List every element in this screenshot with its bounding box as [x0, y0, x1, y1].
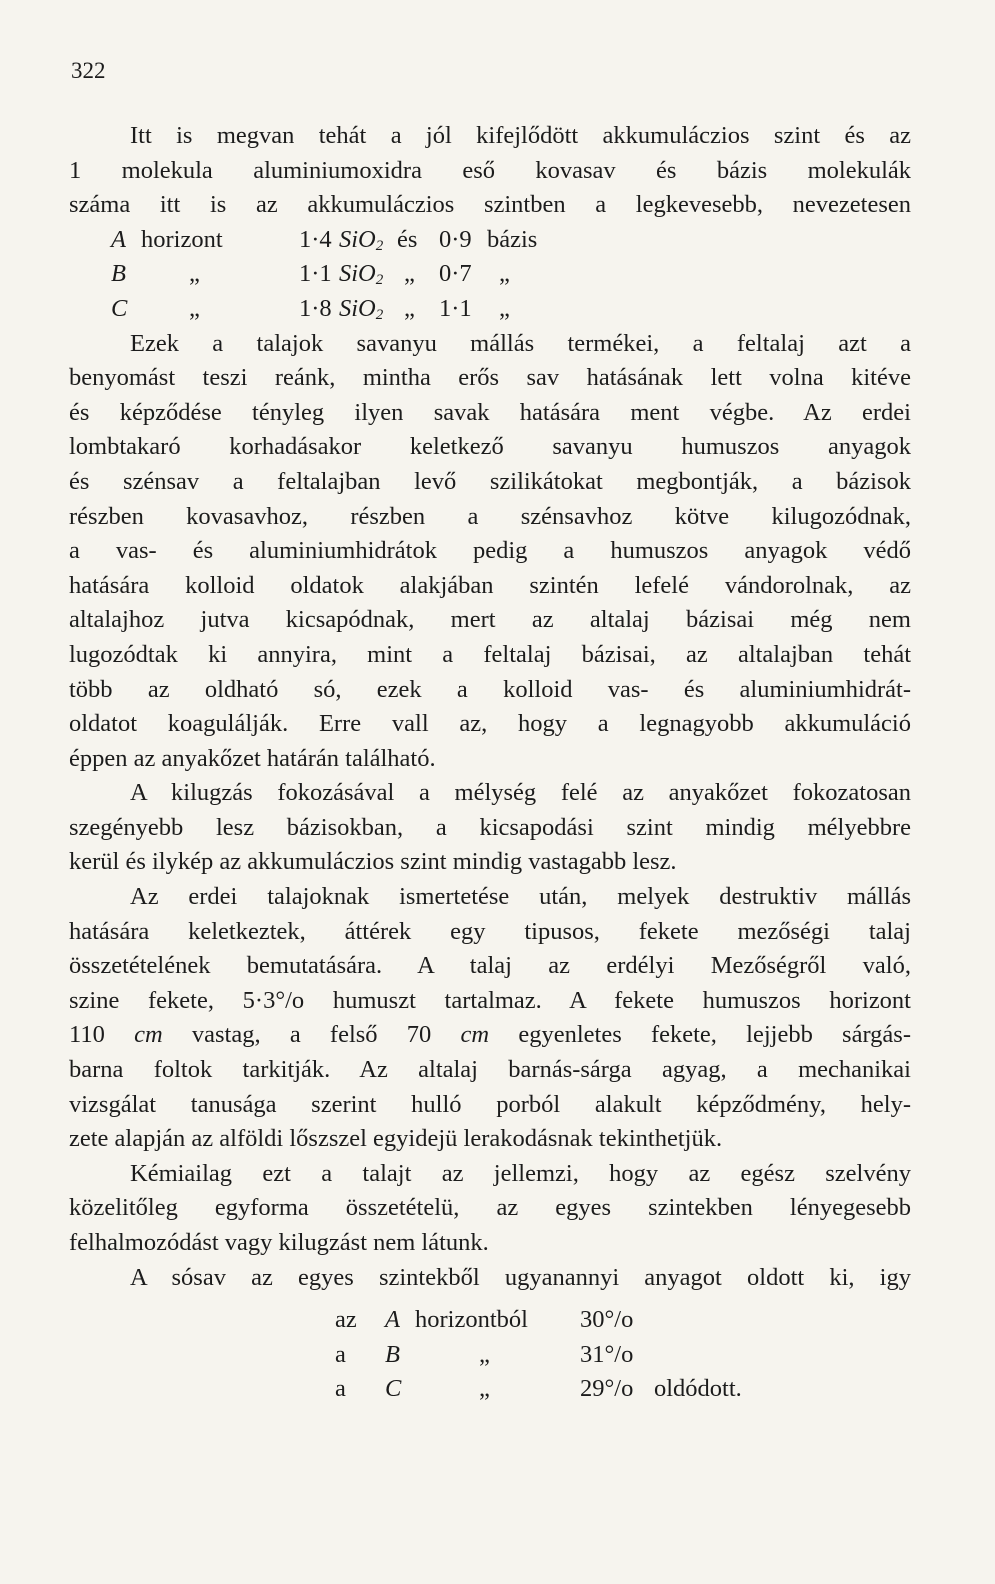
text-line: Ezek a talajok savanyu mállás termékei, a feltalaj azt a — [130, 329, 911, 357]
horizon-row-b — [69, 257, 911, 292]
hcl-row-a — [69, 1303, 911, 1338]
article: a — [335, 1375, 346, 1403]
horizon-word: horizontból — [415, 1306, 528, 1334]
text-line: Az erdei talajoknak ismertetése után, melyek destruktiv mállás — [130, 883, 911, 911]
text-line: szegényebb lesz bázisokban, a kicsapodási szint mindig mélyebbre — [69, 813, 911, 841]
article: az — [335, 1306, 357, 1334]
paragraph-6 — [69, 1261, 911, 1296]
text-line: összetételének bemutatására. A talaj az erdélyi Mezőségről való, — [69, 952, 911, 980]
ditto-mark: „ — [404, 294, 415, 322]
text-line: Itt is megvan tehát a jól kifejlődött akkumuláczios szint és az — [130, 122, 911, 149]
horizon-row-c — [69, 292, 911, 327]
sio2-value: 1·8 — [299, 294, 332, 322]
sio2-value: 1·1 — [299, 260, 332, 288]
row-tail: oldódott. — [654, 1375, 742, 1403]
text-line: lombtakaró korhadásakor keletkező savanyu humuszos anyagok — [69, 433, 911, 461]
horizon-label: B — [111, 260, 126, 288]
text-line: vizsgálat tanusága szerint hulló porból alakult képződmény, hely- — [69, 1090, 911, 1118]
text-line: barna foltok tarkitják. Az altalaj barnás-sárga agyag, a mechanikai — [69, 1056, 911, 1084]
paragraph-2 — [69, 327, 911, 777]
text-line: A kilugzás fokozásával a mélység felé az anyakőzet fokozatosan — [130, 779, 911, 807]
text-line: benyomást teszi reánk, mintha erős sav hatásának lett volna kitéve — [69, 364, 911, 392]
hcl-row-b — [69, 1338, 911, 1373]
horizon-label: B — [385, 1340, 400, 1368]
text-line: a vas- és aluminiumhidrátok pedig a humuszos anyagok védő — [69, 537, 911, 565]
text-line: lugozódtak ki annyira, mint a feltalaj bázisai, az altalajban tehát — [69, 640, 911, 668]
conjunction: és — [397, 225, 418, 253]
text-line: hatására kolloid oldatok alakjában szintén lefelé vándorolnak, az — [69, 571, 911, 599]
hcl-row-c — [69, 1372, 911, 1407]
horizon-label: C — [385, 1375, 402, 1403]
sio2-formula: SiO$_2$ — [339, 260, 384, 289]
horizon-word: horizont — [141, 225, 223, 253]
text-line: kerül és ilykép az akkumuláczios szint mindig vastagabb lesz. — [69, 848, 677, 876]
horizon-label: C — [111, 294, 128, 322]
text-line: 1 molekula aluminiumoxidra eső kovasav és bázis molekulák — [69, 156, 911, 184]
sio2-formula: SiO$_2$ — [339, 294, 384, 323]
horizon-label: A — [111, 225, 126, 253]
text-line: altalajhoz jutva kicsapódnak, mert az altalaj bázisai még nem — [69, 606, 911, 634]
text-line: részben kovasavhoz, részben a szénsavhoz kötve kilugozódnak, — [69, 502, 911, 530]
base-value: 1·1 — [439, 294, 472, 322]
ditto-mark: „ — [499, 260, 510, 288]
ditto-mark: „ — [479, 1375, 490, 1403]
base-value: 0·7 — [439, 260, 472, 288]
sio2-value: 1·4 — [299, 225, 332, 253]
text-line: száma itt is az akkumuláczios szintben a legkevesebb, nevezetesen — [69, 191, 911, 219]
text-line-mixed: 110 cm vastag, a felső 70 cm egyenletes fekete, lejjebb sárgás- — [69, 1021, 911, 1049]
text-line: közelitőleg egyforma összetételü, az egyes szintekben lényegesebb — [69, 1194, 911, 1222]
sio2-formula: SiO$_2$ — [339, 225, 384, 254]
text-line: Kémiailag ezt a talajt az jellemzi, hogy az egész szelvény — [130, 1159, 911, 1187]
horizon-table — [69, 223, 911, 327]
paragraph-5 — [69, 1157, 911, 1261]
text-line: és szénsav a feltalajban levő szilikátokat megbontják, a bázisok — [69, 467, 911, 495]
text-line: több az oldható só, ezek a kolloid vas- és aluminiumhidrát- — [69, 675, 911, 703]
page-body — [69, 119, 911, 1407]
horizon-label: A — [385, 1306, 400, 1334]
paragraph-4 — [69, 880, 911, 1157]
text-line: hatására keletkeztek, áttérek egy tipusos, fekete mezőségi talaj — [69, 917, 911, 945]
ditto-mark: „ — [479, 1340, 490, 1368]
base-value: 0·9 — [439, 225, 472, 253]
hcl-table — [69, 1303, 911, 1407]
percent-value: 29°/o — [580, 1375, 634, 1403]
text-line: felhalmozódást vagy kilugzást nem látunk. — [69, 1229, 489, 1256]
text-line: zete alapján az alföldi lőszszel egyidejü lerakodásnak tekinthetjük. — [69, 1125, 723, 1153]
ditto-mark: „ — [404, 260, 415, 288]
text-line: szine fekete, 5·3°/o humuszt tartalmaz. A fekete humuszos horizont — [69, 986, 911, 1014]
paragraph-1 — [69, 119, 911, 223]
text-line: és képződése tényleg ilyen savak hatására ment végbe. Az erdei — [69, 398, 911, 426]
ditto-mark: „ — [189, 294, 200, 322]
page-number: 322 — [71, 58, 106, 83]
article: a — [335, 1340, 346, 1368]
horizon-row-a — [69, 223, 911, 258]
base-word: bázis — [487, 225, 538, 253]
text-line: éppen az anyakőzet határán található. — [69, 744, 436, 772]
ditto-mark: „ — [189, 260, 200, 288]
ditto-mark: „ — [499, 294, 510, 322]
percent-value: 30°/o — [580, 1306, 634, 1334]
text-line: oldatot koagulálják. Erre vall az, hogy a legnagyobb akkumuláció — [69, 710, 911, 738]
paragraph-3 — [69, 776, 911, 880]
percent-value: 31°/o — [580, 1340, 634, 1368]
text-line: A sósav az egyes szintekből ugyanannyi anyagot oldott ki, igy — [130, 1263, 911, 1291]
